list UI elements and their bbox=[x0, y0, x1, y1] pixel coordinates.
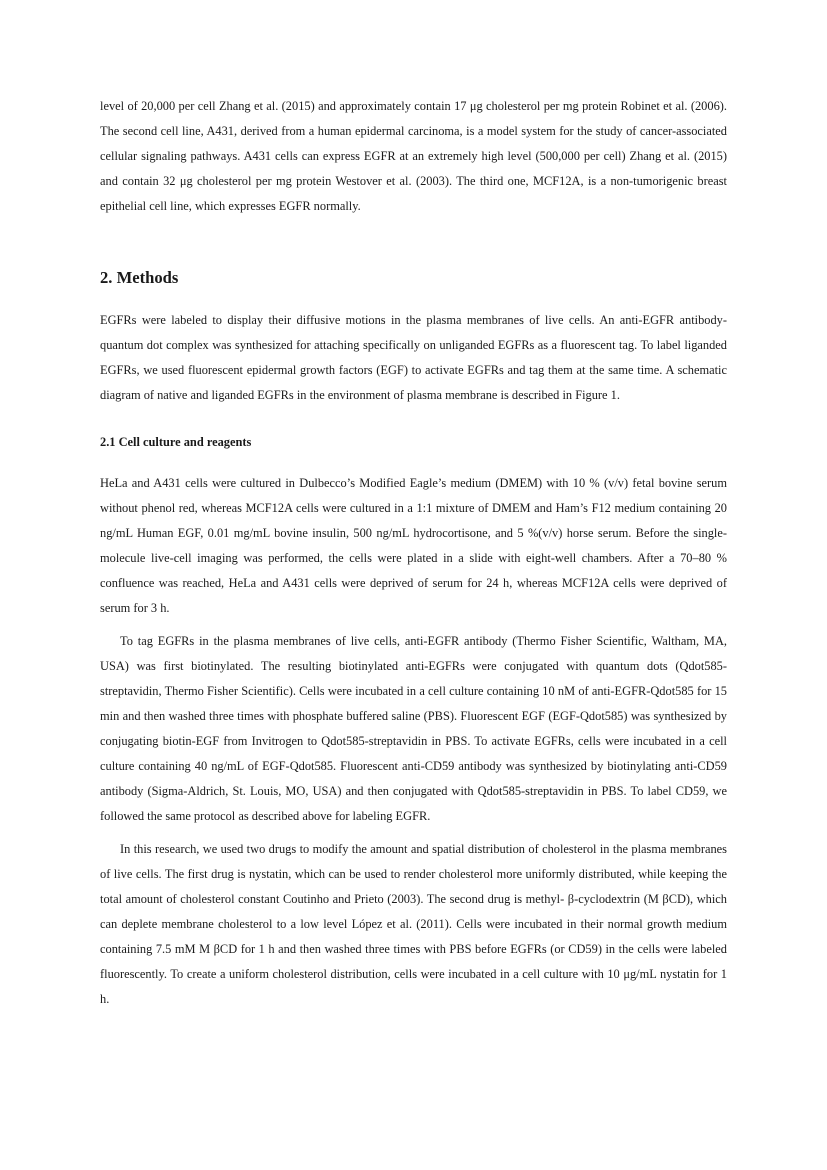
cell-culture-paragraph-2: To tag EGFRs in the plasma membranes of live cells, anti-EGFR antibody (Thermo Fisher Scientific, Waltham, MA, USA) was first biotinylated. The resulting biotinylated anti-EGFRs were conjugated with quantum dots (Qdot585-streptavidin, Thermo Fisher Scientific). Cells were incubated in a cell culture containing 10 nM of anti-EGFR-Qdot585 for 15 min and then washed three times with phosphate buffered saline (PBS). Fluorescent EGF (EGF-Qdot585) was synthesized by conjugating biotin-EGF from Invitrogen to Qdot585-streptavidin in PBS. To activate EGFRs, cells were incubated in a cell culture containing 40 ng/mL of EGF-Qdot585. Fluorescent anti-CD59 antibody was synthesized by biotinylating anti-CD59 antibody (Sigma-Aldrich, St. Louis, MO, USA) and then conjugated with Qdot585-streptavidin in PBS. To label CD59, we followed the same protocol as described above for labeling EGFR. bbox=[100, 634, 727, 823]
paper-page bbox=[100, 94, 727, 1012]
subsection-heading-cell-culture: 2.1 Cell culture and reagents bbox=[100, 435, 252, 449]
section-heading-methods: 2. Methods bbox=[100, 268, 179, 287]
cell-culture-paragraph-1: HeLa and A431 cells were cultured in Dulbecco’s Modified Eagle’s medium (DMEM) with 10 % (v/v) fetal bovine serum without phenol red, whereas MCF12A cells were cultured in a 1:1 mixture of DMEM and Ham’s F12 medium containing 20 ng/mL Human EGF, 0.01 mg/mL bovine insulin, 500 ng/mL hydrocortisone, and 5 %(v/v) horse serum. Before the single-molecule live-cell imaging was performed, the cells were plated in a slide with eight-well chambers. After a 70–80 % confluence was reached, HeLa and A431 cells were deprived of serum for 24 h, whereas MCF12A cells were deprived of serum for 3 h. bbox=[100, 476, 727, 615]
methods-paragraph: EGFRs were labeled to display their diffusive motions in the plasma membranes of live cells. An anti-EGFR antibody-quantum dot complex was synthesized for attaching specifically on unliganded EGFRs as a fluorescent tag. To label liganded EGFRs, we used fluorescent epidermal growth factors (EGF) to activate EGFRs and tag them at the same time. A schematic diagram of native and liganded EGFRs in the environment of plasma membrane is described in Figure 1. bbox=[100, 313, 727, 402]
cell-culture-paragraph-3: In this research, we used two drugs to modify the amount and spatial distribution of cholesterol in the plasma membranes of live cells. The first drug is nystatin, which can be used to render cholesterol more uniformly distributed, while keeping the total amount of cholesterol constant Coutinho and Prieto (2003). The second drug is methyl- β-cyclodextrin (M βCD), which can deplete membrane cholesterol to a low level López et al. (2011). Cells were incubated in their normal growth medium containing 7.5 mM M βCD for 1 h and then washed three times with PBS before EGFRs (or CD59) in the cells were labeled fluorescently. To create a uniform cholesterol distribution, cells were incubated in a cell culture with 10 μg/mL nystatin for 1 h. bbox=[100, 842, 727, 1006]
intro-paragraph: level of 20,000 per cell Zhang et al. (2015) and approximately contain 17 μg cholesterol per mg protein Robinet et al. (2006). The second cell line, A431, derived from a human epidermal carcinoma, is a model system for the study of cancer-associated cellular signaling pathways. A431 cells can express EGFR at an extremely high level (500,000 per cell) Zhang et al. (2015) and contain 32 μg cholesterol per mg protein Westover et al. (2003). The third one, MCF12A, is a non-tumorigenic breast epithelial cell line, which expresses EGFR normally. bbox=[100, 99, 727, 213]
